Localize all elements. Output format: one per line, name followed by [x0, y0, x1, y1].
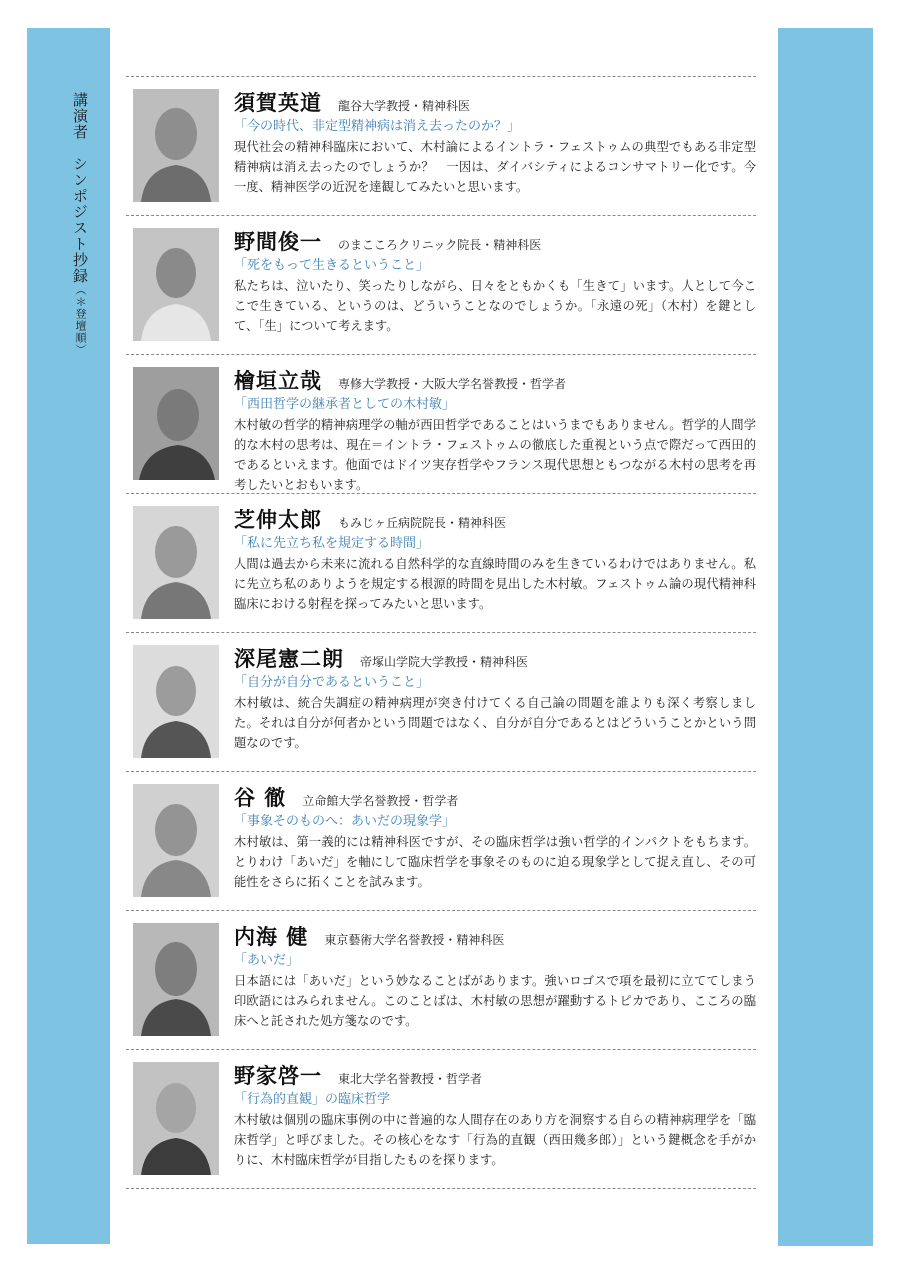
speaker-list — [126, 76, 756, 1189]
speaker-name: 檜垣立哉 — [234, 368, 322, 393]
speaker-entry — [126, 1050, 756, 1189]
speaker-abstract: 日本語には「あいだ」という妙なることばがあります。強いロゴスで項を最初に立ててしまう印欧語にはみられません。このことばは、木村敏の思想が躍動するトピカであり、こころの臨床へと託された処方箋なのです。 — [234, 974, 756, 1028]
speaker-photo — [133, 784, 219, 897]
speaker-abstract: 現代社会の精神科臨床において、木村論によるイントラ・フェストゥムの典型でもある非定型精神病は消え去ったのでしょうか？ 一因は、ダイバシティによるコンサマトリー化です。今一度、精神医学の近況を達観してみたいと思います。 — [234, 140, 756, 194]
speaker-name: 野家啓一 — [234, 1063, 322, 1088]
speaker-photo — [133, 645, 219, 758]
speaker-name: 谷 徹 — [234, 785, 287, 810]
speaker-topic: 「私に先立ち私を規定する時間」 — [234, 536, 430, 551]
speaker-photo — [133, 367, 219, 480]
page-title-text: 講演者 シンポジスト抄録 — [71, 92, 89, 284]
speaker-photo — [133, 1062, 219, 1175]
speaker-photo — [133, 228, 219, 341]
speaker-abstract: 木村敏は、第一義的には精神科医ですが、その臨床哲学は強い哲学的インパクトをもちます。とりわけ「あいだ」を軸にして臨床哲学を事象そのものに迫る現象学として捉え直し、その可能性をさらに拓くことを試みます。 — [234, 835, 756, 889]
speaker-topic: 「死をもって生きるということ」 — [234, 258, 430, 273]
speaker-entry — [126, 911, 756, 1050]
speaker-topic: 「今の時代、非定型精神病は消え去ったのか？」 — [234, 119, 521, 134]
speaker-topic: 「事象そのものへ：あいだの現象学」 — [234, 814, 456, 829]
speaker-affiliation: 龍谷大学教授・精神科医 — [338, 99, 471, 113]
page-title — [70, 92, 91, 356]
speaker-affiliation: 東京藝術大学名誉教授・精神科医 — [324, 933, 505, 947]
speaker-affiliation: 帝塚山学院大学教授・精神科医 — [360, 655, 529, 669]
speaker-entry — [126, 494, 756, 633]
page-note: （＊登壇順） — [74, 284, 87, 356]
speaker-entry — [126, 772, 756, 911]
speaker-abstract: 人間は過去から未来に流れる自然科学的な直線時間のみを生きているわけではありません。私に先立ち私のありようを規定する根源的時間を見出した木村敏。フェストゥム論の現代精神科臨床における射程を探ってみたいと思います。 — [234, 557, 756, 611]
speaker-affiliation: 立命館大学名誉教授・哲学者 — [302, 794, 459, 808]
speaker-entry — [126, 355, 756, 494]
speaker-photo — [133, 923, 219, 1036]
speaker-topic: 「あいだ」 — [234, 953, 300, 968]
speaker-entry — [126, 216, 756, 355]
speaker-topic: 「自分が自分であるということ」 — [234, 675, 430, 690]
speaker-name: 須賀英道 — [234, 90, 322, 115]
speaker-entry — [126, 633, 756, 772]
left-blue-band — [27, 28, 110, 1244]
speaker-affiliation: もみじヶ丘病院院長・精神科医 — [338, 516, 507, 530]
speaker-photo — [133, 506, 219, 619]
speaker-affiliation: 東北大学名誉教授・哲学者 — [338, 1072, 483, 1086]
speaker-topic: 「行為的直観」の臨床哲学 — [234, 1092, 391, 1107]
speaker-abstract: 木村敏は、統合失調症の精神病理が突き付けてくる自己論の問題を誰よりも深く考察しました。それは自分が何者かという問題ではなく、自分が自分であるとはどういうことかという問題なのです。 — [234, 696, 756, 750]
speaker-affiliation: のまこころクリニック院長・精神科医 — [338, 238, 542, 252]
speaker-name: 芝伸太郎 — [234, 507, 322, 532]
speaker-affiliation: 専修大学教授・大阪大学名誉教授・哲学者 — [338, 377, 567, 391]
speaker-name: 深尾憲二朗 — [234, 646, 344, 671]
speaker-name: 野間俊一 — [234, 229, 322, 254]
speaker-abstract: 木村敏の哲学的精神病理学の軸が西田哲学であることはいうまでもありません。哲学的人間学的な木村の思考は、現在＝イントラ・フェストゥムの徹底した重視という点で際だって西田的であるといえます。他面ではドイツ実存哲学やフランス現代思想ともつながる木村の思考を再考したいとおもいます。 — [234, 418, 756, 492]
speaker-abstract: 私たちは、泣いたり、笑ったりしながら、日々をともかくも「生きて」います。人として今ここで生きている、というのは、どういうことなのでしょうか。「永遠の死」（木村）を鍵として、「生」について考えます。 — [234, 279, 756, 333]
right-blue-band — [778, 28, 873, 1246]
speaker-entry — [126, 77, 756, 216]
speaker-photo — [133, 89, 219, 202]
speaker-abstract: 木村敏は個別の臨床事例の中に普遍的な人間存在のあり方を洞察する自らの精神病理学を「臨床哲学」と呼びました。その核心をなす「行為的直観（西田幾多郎）」という鍵概念を手がかりに、木村臨床哲学が目指したものを探ります。 — [234, 1113, 756, 1167]
speaker-topic: 「西田哲学の継承者としての木村敏」 — [234, 397, 456, 412]
speaker-name: 内海 健 — [234, 924, 309, 949]
